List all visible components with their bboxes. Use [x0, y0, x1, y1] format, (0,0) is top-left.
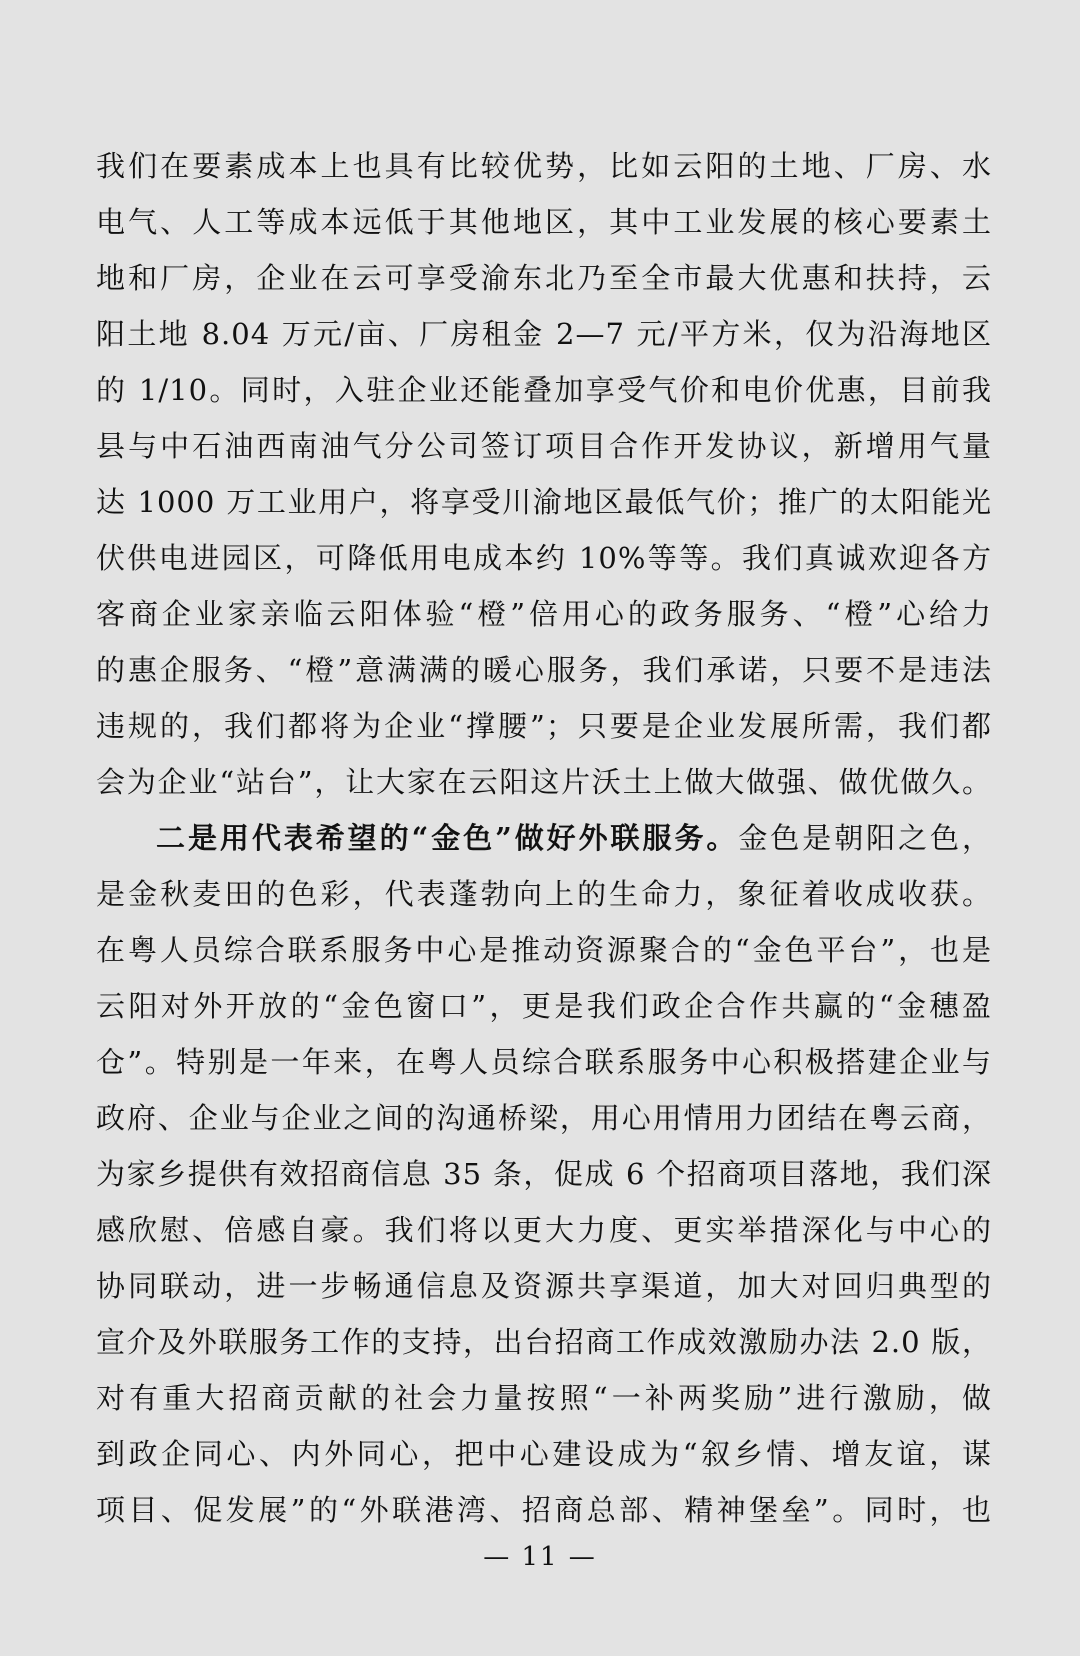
text-line: 我们在要素成本上也具有比较优势，比如云阳的土地、厂房、水 — [96, 149, 992, 183]
text-line: 违规的，我们都将为企业“撑腰”；只要是企业发展所需，我们都 — [96, 709, 992, 743]
text-line: 阳土地 8.04 万元/亩、厂房租金 2—7 元/平方米，仅为沿海地区 — [96, 317, 992, 351]
text-line: 的 1/10。同时，入驻企业还能叠加享受气价和电价优惠，目前我 — [96, 373, 992, 407]
text-line: 为家乡提供有效招商信息 35 条，促成 6 个招商项目落地，我们深 — [96, 1157, 992, 1191]
page-number: — 11 — — [483, 1542, 597, 1572]
body-text — [96, 138, 992, 1538]
text-line: 云阳对外开放的“金色窗口”，更是我们政企合作共赢的“金穗盈 — [96, 989, 992, 1023]
text-line: 电气、人工等成本远低于其他地区，其中工业发展的核心要素土 — [96, 205, 992, 239]
text-line: 达 1000 万工业用户，将享受川渝地区最低气价；推广的太阳能光 — [96, 485, 992, 519]
text-line: 项目、促发展”的“外联港湾、招商总部、精神堡垒”。同时，也 — [96, 1493, 992, 1527]
text-line: 宣介及外联服务工作的支持，出台招商工作成效激励办法 2.0 版， — [96, 1325, 992, 1359]
text-line: 在粤人员综合联系服务中心是推动资源聚合的“金色平台”，也是 — [96, 933, 992, 967]
text-line: 是金秋麦田的色彩，代表蓬勃向上的生命力，象征着收成收获。 — [96, 877, 992, 911]
text-line: 协同联动，进一步畅通信息及资源共享渠道，加大对回归典型的 — [96, 1269, 992, 1303]
text-line: 客商企业家亲临云阳体验“橙”倍用心的政务服务、“橙”心给力 — [96, 597, 992, 631]
text-line: 政府、企业与企业之间的沟通桥梁，用心用情用力团结在粤云商， — [96, 1101, 992, 1135]
text-line: 的惠企服务、“橙”意满满的暖心服务，我们承诺，只要不是违法 — [96, 653, 992, 687]
text-line: 到政企同心、内外同心，把中心建设成为“叙乡情、增友谊，谋 — [96, 1437, 992, 1471]
text-line: 会为企业“站台”，让大家在云阳这片沃土上做大做强、做优做久。 — [96, 765, 992, 799]
text-line: 伏供电进园区，可降低用电成本约 10%等等。我们真诚欢迎各方 — [96, 541, 992, 575]
text-line: 仓”。特别是一年来，在粤人员综合联系服务中心积极搭建企业与 — [96, 1045, 992, 1079]
text-line: 县与中石油西南油气分公司签订项目合作开发协议，新增用气量 — [96, 429, 992, 463]
text-line: 地和厂房，企业在云可享受渝东北乃至全市最大优惠和扶持，云 — [96, 261, 992, 295]
section-heading: 二是用代表希望的“金色”做好外联服务。 — [156, 821, 739, 855]
text-line: 对有重大招商贡献的社会力量按照“一补两奖励”进行激励，做 — [96, 1381, 992, 1415]
section-heading-line — [96, 810, 992, 866]
text-line: 感欣慰、倍感自豪。我们将以更大力度、更实举措深化与中心的 — [96, 1213, 992, 1247]
section-heading-rest: 金色是朝阳之色， — [738, 821, 992, 855]
